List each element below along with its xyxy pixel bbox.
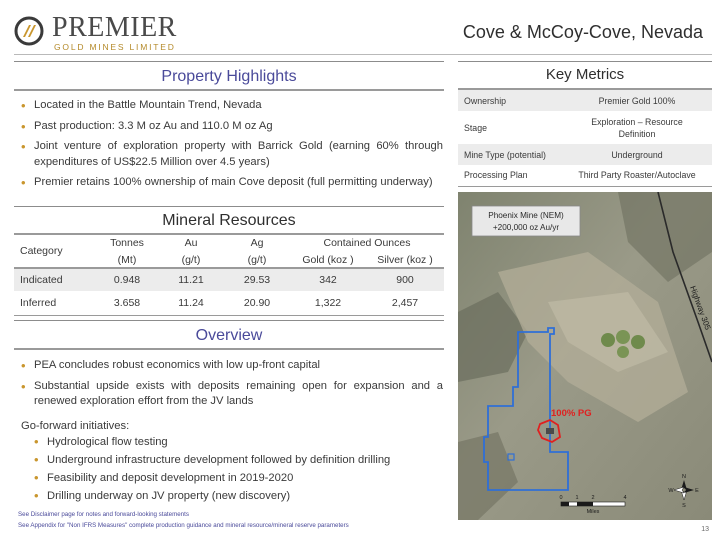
- mineral-resources-heading: Mineral Resources: [162, 212, 296, 229]
- metric-value: Premier Gold 100%: [598, 95, 676, 106]
- property-highlights-heading: Property Highlights: [161, 68, 297, 85]
- col-header-au: Au: [184, 237, 198, 249]
- row-au: 11.24: [178, 296, 204, 309]
- highway-label: Highway 305: [688, 284, 712, 332]
- row-silver: 2,457: [391, 296, 419, 309]
- metrics-top-rule: [458, 61, 712, 62]
- highlight-item: • Premier retains 100% ownership of main Cove deposit (full permitting underway): [21, 175, 443, 191]
- row-ag: 29.53: [243, 274, 271, 286]
- highlight-item: • Located in the Battle Mountain Trend, Nevada: [21, 98, 443, 114]
- col-header-ag: Ag: [250, 237, 264, 249]
- initiatives-list: [34, 435, 444, 507]
- scale-tick: 0: [559, 495, 563, 501]
- overview-top-rule: [14, 320, 444, 321]
- col-unit-ag: (g/t): [247, 253, 267, 266]
- col-unit-tonnes: (Mt): [117, 253, 137, 266]
- col-header-category: Category: [20, 244, 63, 257]
- highlight-item: • Joint venture of exploration property with Barrick Gold (earning 60% through expenditures of US$22.5 Million over 4.5 years): [21, 139, 443, 170]
- logo-name: PREMIER: [52, 12, 177, 43]
- row-category: Indicated: [20, 274, 63, 286]
- scale-unit: Miles: [586, 509, 600, 515]
- scale-tick: 1: [575, 495, 579, 501]
- row-tonnes: 3.658: [113, 296, 141, 309]
- row-gold: 342: [319, 274, 337, 286]
- footer-disclaimer: See Disclaimer page for notes and forward-looking statements: [18, 511, 189, 518]
- row-silver: 900: [396, 274, 414, 286]
- row-au: 11.21: [178, 274, 204, 286]
- col-header-tonnes: Tonnes: [110, 237, 144, 249]
- svg-text:S: S: [682, 503, 686, 509]
- property-map: [458, 192, 712, 520]
- col-header-gold: Gold (koz ): [302, 253, 354, 266]
- scale-tick: 4: [623, 495, 627, 501]
- metric-row: [458, 90, 712, 111]
- highlights-top-rule: [14, 61, 444, 62]
- overview-heading: Overview: [195, 327, 263, 344]
- metric-row: [458, 144, 712, 165]
- svg-text:N: N: [682, 474, 686, 480]
- svg-text:W: W: [668, 488, 674, 494]
- title-divider: [14, 54, 712, 55]
- metric-row: [458, 165, 712, 186]
- row-category: Inferred: [20, 296, 57, 309]
- overview-heading-rule: [14, 348, 444, 350]
- col-header-silver: Silver (koz ): [377, 253, 433, 266]
- overview-item: • Substantial upside exists with deposits remaining open for expansion and a renewed exploration effort from the JV lands: [21, 379, 443, 410]
- col-unit-au: (g/t): [181, 253, 201, 266]
- initiative-item: • Hydrological flow testing: [34, 435, 444, 449]
- phoenix-callout-line1: Phoenix Mine (NEM): [488, 211, 564, 220]
- metric-label: Mine Type (potential): [464, 149, 546, 160]
- company-logo: [14, 14, 194, 50]
- metric-value: Underground: [611, 149, 663, 160]
- overview-list: [21, 358, 443, 415]
- phoenix-callout-line2: +200,000 oz Au/yr: [492, 223, 560, 232]
- metric-label: Ownership: [464, 95, 507, 106]
- initiative-item: • Drilling underway on JV property (new discovery): [34, 489, 444, 503]
- initiative-item: • Feasibility and deposit development in 2019-2020: [34, 471, 444, 485]
- table-row: [14, 268, 444, 291]
- pg-label: 100% PG: [551, 408, 592, 419]
- satellite-map-image: [458, 192, 712, 520]
- metric-label: Processing Plan: [464, 170, 528, 181]
- metric-label: Stage: [464, 122, 487, 133]
- svg-text:E: E: [695, 488, 699, 494]
- scale-tick: 2: [591, 495, 595, 501]
- metric-value: Exploration – Resource Definition: [591, 116, 683, 139]
- footer-appendix-note: See Appendix for "Non IFRS Measures" complete production guidance and mineral resource/mineral reserve parameters: [18, 522, 349, 529]
- page-number: 13: [701, 526, 709, 533]
- row-gold: 1,322: [314, 296, 342, 309]
- row-tonnes: 0.948: [113, 274, 141, 286]
- row-ag: 20.90: [243, 296, 271, 309]
- page-title: Cove & McCoy-Cove, Nevada: [462, 22, 703, 42]
- key-metrics-table: [458, 90, 712, 187]
- initiative-item: • Underground infrastructure development followed by definition drilling: [34, 453, 444, 467]
- mineral-resources-table: [14, 234, 444, 316]
- overview-item: • PEA concludes robust economics with low up-front capital: [21, 358, 443, 374]
- logo-mark-icon: [14, 16, 44, 46]
- highlights-bottom-rule: [14, 89, 444, 91]
- table-row: [14, 291, 444, 315]
- col-header-contained: Contained Ounces: [323, 237, 411, 249]
- property-highlights-list: [21, 98, 443, 196]
- logo-tagline: GOLD MINES LIMITED: [54, 42, 176, 52]
- highlight-item: • Past production: 3.3 M oz Au and 110.0 M oz Ag: [21, 119, 443, 135]
- go-forward-label: Go-forward initiatives:: [21, 420, 130, 432]
- key-metrics-heading: Key Metrics: [545, 66, 625, 83]
- resources-top-rule: [14, 206, 444, 207]
- metric-value: Third Party Roaster/Autoclave: [578, 170, 696, 181]
- table-header-row: [14, 234, 444, 252]
- metric-row: [458, 111, 712, 144]
